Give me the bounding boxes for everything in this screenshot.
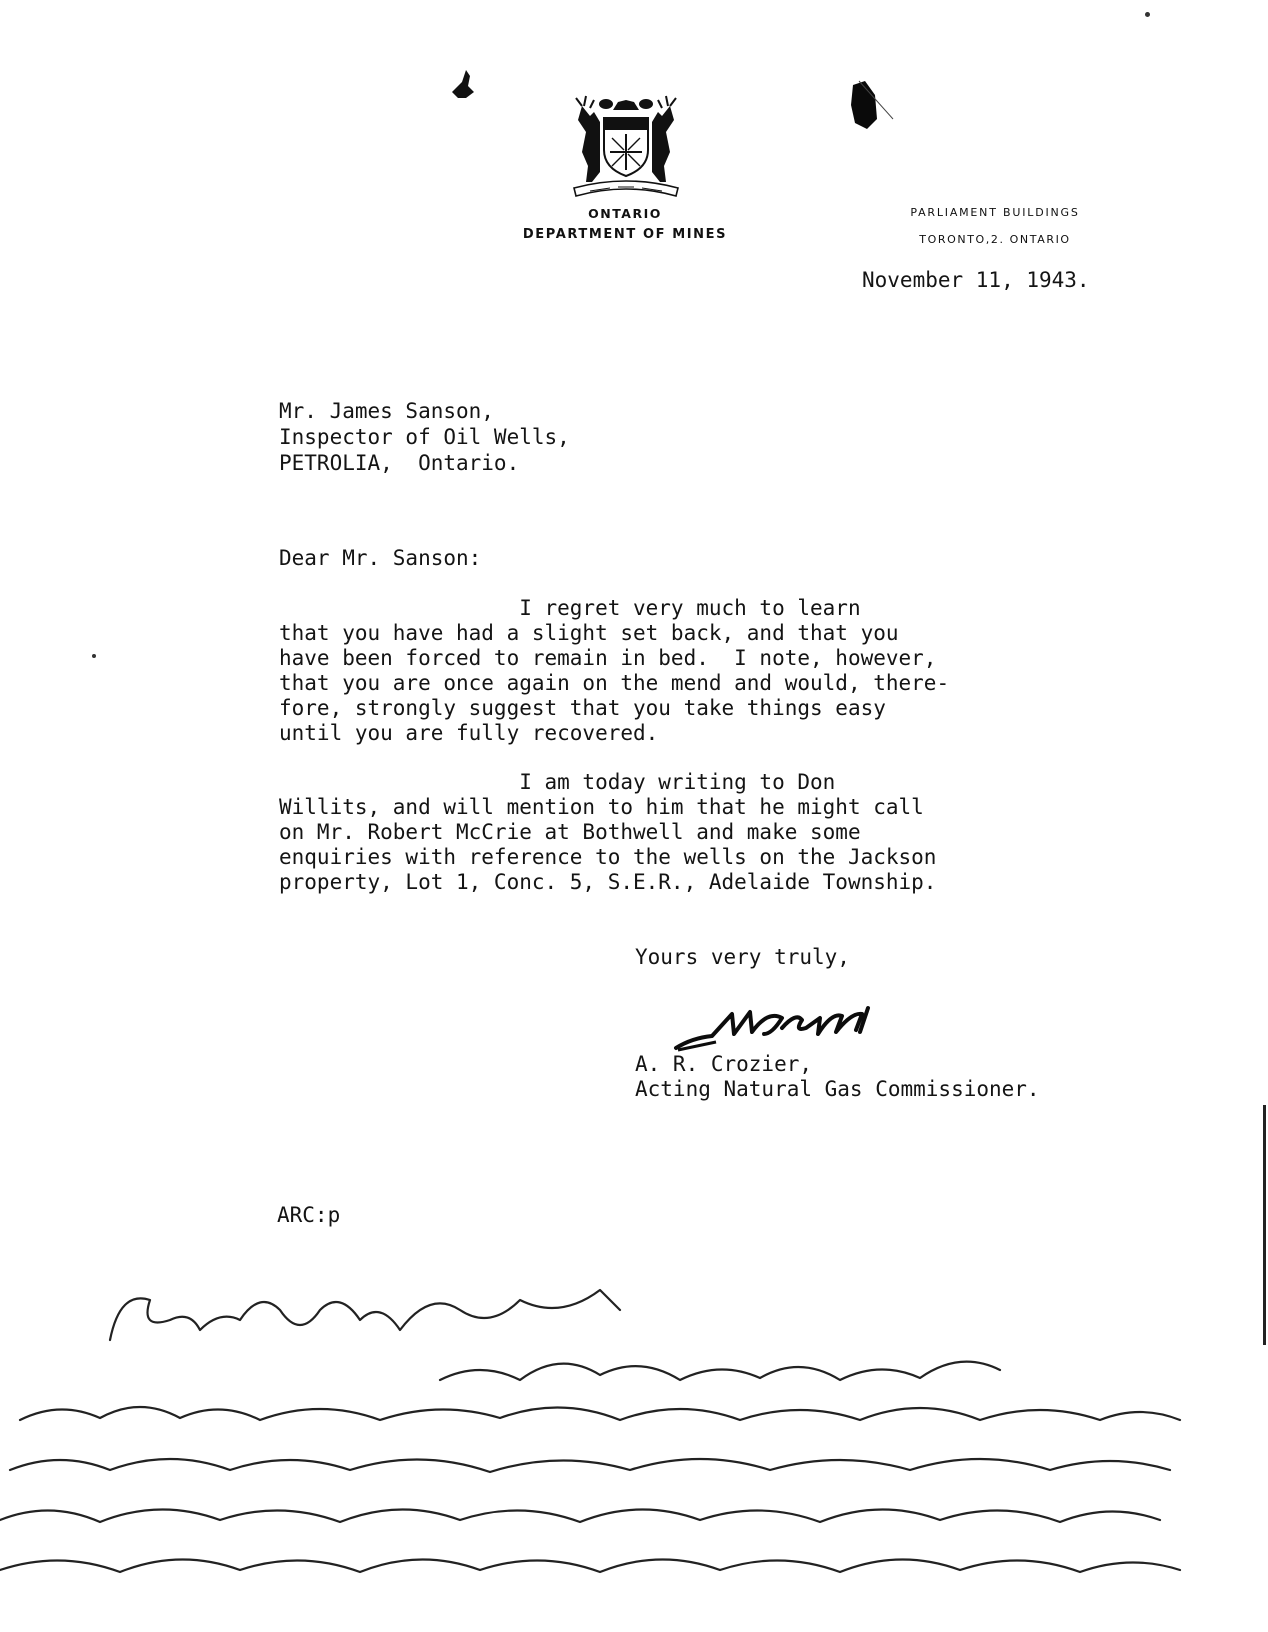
body-paragraph-2: I am today writing to Don Willits, and will mention to him that he might call on Mr. Robert McCrie at Bothwell and make some enquiries with reference to the wells on the Jackson property, Lot 1, Conc. 5, S.E.R., Adelaide Township. [279, 770, 937, 894]
typist-initials: ARC:p [277, 1203, 341, 1227]
recipient-line-1: Mr. James Sanson, [279, 399, 494, 423]
letter-date: November 11, 1943. [862, 268, 1090, 292]
ontario-coat-of-arms-icon [566, 92, 686, 202]
signer-name: A. R. Crozier, [635, 1052, 813, 1076]
signer-title: Acting Natural Gas Commissioner. [635, 1077, 1040, 1101]
letterhead-department: DEPARTMENT OF MINES [522, 227, 728, 242]
ink-blot [440, 62, 490, 112]
handwritten-note-scribble [0, 1270, 1268, 1632]
letterhead-building: PARLIAMENT BUILDINGS [910, 206, 1080, 219]
margin-rule-line [1263, 1105, 1266, 1345]
ink-speck [1145, 12, 1150, 17]
recipient-line-3: PETROLIA, Ontario. [279, 451, 520, 475]
body-paragraph-1: I regret very much to learn that you have had a slight set back, and that you have been forced to remain in bed. I note, however, that you are once again on the mend and would, there- fore, strongly suggest that you take things easy until you are fully recovered. [279, 596, 950, 745]
letterhead-province: ONTARIO [588, 206, 662, 221]
recipient-line-2: Inspector of Oil Wells, [279, 425, 570, 449]
handwritten-signature [672, 998, 882, 1056]
ink-speck [92, 654, 96, 658]
letterhead-city: TORONTO,2. ONTARIO [919, 233, 1071, 246]
ink-blot [845, 75, 895, 135]
salutation: Dear Mr. Sanson: [279, 546, 482, 570]
closing: Yours very truly, [635, 945, 850, 969]
